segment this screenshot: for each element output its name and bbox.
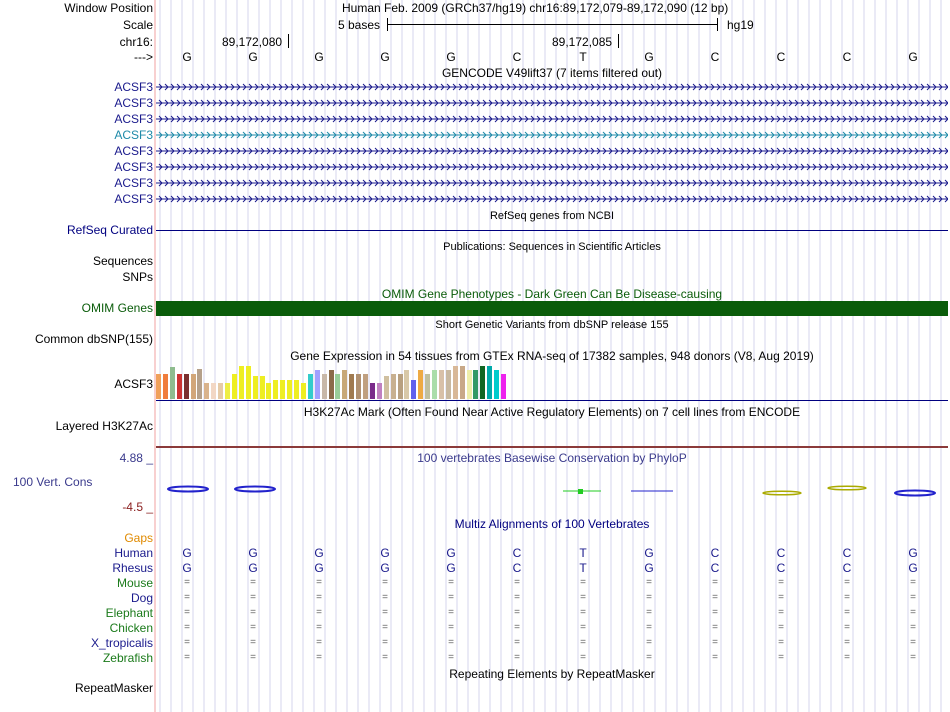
- gtex-tissue-bar[interactable]: [322, 374, 327, 399]
- aligned-match-marker: =: [250, 607, 256, 618]
- gtex-tissue-bar[interactable]: [425, 374, 430, 399]
- base-letter: G: [446, 50, 456, 64]
- aligned-match-marker: =: [514, 622, 520, 633]
- gencode-transcript-line[interactable]: [156, 192, 948, 206]
- base-letter: G: [248, 50, 258, 64]
- aligned-match-marker: =: [184, 592, 190, 603]
- multiz-species-label[interactable]: Rhesus: [112, 561, 153, 575]
- gtex-tissue-bar[interactable]: [197, 369, 202, 399]
- aligned-base: G: [908, 546, 918, 560]
- aligned-match-marker: =: [844, 637, 850, 648]
- aligned-match-marker: =: [580, 637, 586, 648]
- gtex-tissue-bar[interactable]: [163, 374, 168, 399]
- gencode-transcript-line[interactable]: [156, 96, 948, 110]
- aligned-match-marker: =: [646, 622, 652, 633]
- h3k27ac-track-title: H3K27Ac Mark (Often Found Near Active Regulatory Elements) on 7 cell lines from ENCODE: [303, 405, 801, 419]
- multiz-track-title: Multiz Alignments of 100 Vertebrates: [454, 517, 650, 531]
- gencode-transcript-line[interactable]: [156, 144, 948, 158]
- aligned-match-marker: =: [910, 607, 916, 618]
- publications-snps-label[interactable]: SNPs: [122, 270, 153, 284]
- aligned-match-marker: =: [646, 652, 652, 663]
- aligned-match-marker: =: [778, 592, 784, 603]
- gtex-tissue-bar[interactable]: [239, 366, 244, 399]
- aligned-match-marker: =: [382, 637, 388, 648]
- multiz-species-label[interactable]: Human: [114, 546, 153, 560]
- aligned-base: T: [579, 546, 587, 560]
- base-letter: G: [380, 50, 390, 64]
- aligned-match-marker: =: [250, 577, 256, 588]
- aligned-match-marker: =: [778, 652, 784, 663]
- gtex-tissue-bar[interactable]: [246, 366, 251, 399]
- aligned-match-marker: =: [844, 652, 850, 663]
- aligned-match-marker: =: [580, 607, 586, 618]
- window-position-value: Human Feb. 2009 (GRCh37/hg19) chr16:89,172,079-89,172,090 (12 bp): [342, 1, 729, 15]
- aligned-match-marker: =: [448, 592, 454, 603]
- gtex-tissue-bar[interactable]: [370, 383, 375, 399]
- gtex-label[interactable]: ACSF3: [114, 377, 153, 391]
- base-letter: G: [644, 50, 654, 64]
- gtex-tissue-bar[interactable]: [480, 366, 485, 399]
- aligned-match-marker: =: [514, 577, 520, 588]
- gtex-tissue-bar[interactable]: [404, 370, 409, 399]
- gtex-tissue-bar[interactable]: [253, 376, 258, 399]
- aligned-match-marker: =: [778, 577, 784, 588]
- base-letter: G: [908, 50, 918, 64]
- gtex-tissue-bar[interactable]: [432, 370, 437, 399]
- multiz-species-label[interactable]: Chicken: [109, 621, 153, 635]
- multiz-gaps-label[interactable]: Gaps: [124, 531, 153, 545]
- aligned-match-marker: =: [580, 652, 586, 663]
- gtex-tissue-bar[interactable]: [191, 374, 196, 399]
- aligned-base: C: [512, 546, 522, 560]
- aligned-match-marker: =: [382, 577, 388, 588]
- base-letter: T: [579, 50, 587, 64]
- gencode-transcript-label[interactable]: ACSF3: [114, 128, 153, 142]
- scale-bar-left-tick: [387, 18, 388, 31]
- aligned-match-marker: =: [382, 622, 388, 633]
- aligned-match-marker: =: [382, 607, 388, 618]
- gtex-tissue-bar[interactable]: [170, 367, 175, 399]
- gtex-track-title: Gene Expression in 54 tissues from GTEx RNA-seq of 17382 samples, 948 donors (V8, Aug 2019): [290, 349, 814, 363]
- gtex-tissue-bar[interactable]: [349, 374, 354, 399]
- gtex-tissue-bar[interactable]: [301, 383, 306, 399]
- aligned-match-marker: =: [448, 637, 454, 648]
- aligned-base: C: [710, 546, 720, 560]
- gtex-tissue-bar[interactable]: [446, 370, 451, 399]
- aligned-base: G: [248, 546, 258, 560]
- aligned-base: G: [248, 561, 258, 575]
- aligned-match-marker: =: [778, 607, 784, 618]
- multiz-species-label[interactable]: Elephant: [105, 606, 153, 620]
- aligned-match-marker: =: [910, 637, 916, 648]
- aligned-match-marker: =: [316, 577, 322, 588]
- gtex-tissue-bar[interactable]: [280, 380, 285, 399]
- gtex-tissue-bar[interactable]: [184, 374, 189, 399]
- aligned-match-marker: =: [580, 592, 586, 603]
- aligned-match-marker: =: [514, 652, 520, 663]
- aligned-match-marker: =: [646, 637, 652, 648]
- gtex-tissue-bar[interactable]: [411, 380, 416, 399]
- aligned-match-marker: =: [844, 592, 850, 603]
- aligned-match-marker: =: [712, 607, 718, 618]
- aligned-match-marker: =: [514, 607, 520, 618]
- gtex-tissue-bar[interactable]: [266, 383, 271, 399]
- refseq-track-title: RefSeq genes from NCBI: [489, 210, 615, 222]
- aligned-match-marker: =: [910, 592, 916, 603]
- aligned-match-marker: =: [712, 637, 718, 648]
- aligned-match-marker: =: [514, 637, 520, 648]
- gencode-transcript-line[interactable]: [156, 128, 948, 142]
- multiz-species-label[interactable]: Dog: [130, 591, 153, 605]
- aligned-match-marker: =: [580, 622, 586, 633]
- aligned-match-marker: =: [448, 607, 454, 618]
- gencode-transcript-label[interactable]: ACSF3: [114, 80, 153, 94]
- gencode-transcript-line[interactable]: [156, 112, 948, 126]
- scale-label: Scale: [122, 18, 153, 32]
- aligned-match-marker: =: [448, 652, 454, 663]
- scale-bar: [387, 24, 717, 25]
- scale-assembly: hg19: [727, 18, 754, 32]
- base-letter: C: [842, 50, 852, 64]
- aligned-base: G: [644, 546, 654, 560]
- multiz-species-label[interactable]: X_tropicalis: [90, 636, 153, 650]
- base-letter: G: [314, 50, 324, 64]
- aligned-match-marker: =: [448, 577, 454, 588]
- phylop-label[interactable]: 100 Vert. Cons: [13, 475, 93, 489]
- aligned-match-marker: =: [250, 637, 256, 648]
- gencode-transcript-label[interactable]: ACSF3: [114, 96, 153, 110]
- omim-track-title: OMIM Gene Phenotypes - Dark Green Can Be Disease-causing: [381, 287, 723, 301]
- aligned-match-marker: =: [712, 622, 718, 633]
- base-letter: G: [182, 50, 192, 64]
- dbsnp-label[interactable]: Common dbSNP(155): [34, 332, 153, 346]
- aligned-match-marker: =: [448, 622, 454, 633]
- aligned-match-marker: =: [382, 652, 388, 663]
- omim-gene-bar[interactable]: [156, 301, 948, 316]
- gtex-tissue-bar[interactable]: [384, 376, 389, 399]
- aligned-match-marker: =: [778, 637, 784, 648]
- aligned-match-marker: =: [514, 592, 520, 603]
- gencode-transcript-line[interactable]: [156, 80, 948, 94]
- refseq-label[interactable]: RefSeq Curated: [66, 223, 153, 237]
- aligned-match-marker: =: [844, 607, 850, 618]
- aligned-match-marker: =: [646, 577, 652, 588]
- aligned-base: G: [446, 561, 456, 575]
- aligned-match-marker: =: [910, 577, 916, 588]
- dbsnp-track-title: Short Genetic Variants from dbSNP release 155: [435, 319, 669, 331]
- h3k27ac-label[interactable]: Layered H3K27Ac: [55, 419, 153, 433]
- gtex-tissue-bar[interactable]: [287, 380, 292, 399]
- gtex-tissue-bar[interactable]: [294, 380, 299, 399]
- aligned-base: G: [908, 561, 918, 575]
- gtex-tissue-bar[interactable]: [460, 366, 465, 399]
- aligned-match-marker: =: [316, 622, 322, 633]
- aligned-match-marker: =: [316, 592, 322, 603]
- gtex-tissue-bar[interactable]: [329, 370, 334, 399]
- gtex-tissue-bar[interactable]: [473, 370, 478, 399]
- gtex-tissue-bar[interactable]: [342, 370, 347, 399]
- aligned-base: G: [182, 561, 192, 575]
- omim-label[interactable]: OMIM Genes: [81, 301, 153, 315]
- aligned-match-marker: =: [382, 592, 388, 603]
- aligned-match-marker: =: [316, 652, 322, 663]
- gtex-tissue-bar[interactable]: [335, 374, 340, 399]
- position-left-tick: [288, 34, 289, 48]
- gtex-tissue-bar[interactable]: [487, 366, 492, 399]
- multiz-species-label[interactable]: Mouse: [116, 576, 153, 590]
- scale-bar-right-tick: [717, 18, 718, 31]
- publications-track-title: Publications: Sequences in Scientific Articles: [443, 241, 661, 253]
- aligned-base: G: [644, 561, 654, 575]
- repeatmasker-label[interactable]: RepeatMasker: [74, 681, 153, 695]
- phylop-track-title: 100 vertebrates Basewise Conservation by PhyloP: [417, 451, 687, 465]
- aligned-match-marker: =: [844, 577, 850, 588]
- aligned-match-marker: =: [184, 652, 190, 663]
- gtex-tissue-bar[interactable]: [315, 370, 320, 399]
- refseq-gene-line[interactable]: [156, 230, 948, 231]
- multiz-species-label[interactable]: Zebrafish: [102, 651, 153, 665]
- gencode-transcript-label[interactable]: ACSF3: [114, 160, 153, 174]
- aligned-match-marker: =: [250, 622, 256, 633]
- aligned-base: G: [380, 561, 390, 575]
- aligned-match-marker: =: [646, 592, 652, 603]
- gtex-tissue-bar[interactable]: [467, 370, 472, 399]
- window-position-label: Window Position: [64, 1, 153, 15]
- aligned-match-marker: =: [778, 622, 784, 633]
- gencode-transcript-label[interactable]: ACSF3: [114, 144, 153, 158]
- gtex-bar-chart[interactable]: [156, 364, 556, 399]
- aligned-match-marker: =: [250, 592, 256, 603]
- aligned-match-marker: =: [910, 652, 916, 663]
- gtex-tissue-bar[interactable]: [308, 374, 313, 399]
- gtex-tissue-bar[interactable]: [211, 383, 216, 399]
- phylop-max-label: 4.88 _: [119, 451, 153, 465]
- aligned-base: G: [380, 546, 390, 560]
- gtex-tissue-bar[interactable]: [356, 374, 361, 399]
- aligned-match-marker: =: [712, 652, 718, 663]
- aligned-match-marker: =: [184, 577, 190, 588]
- position-left: 89,172,080: [222, 35, 283, 49]
- gencode-transcript-line[interactable]: [156, 176, 948, 190]
- gtex-tissue-bar[interactable]: [398, 374, 403, 399]
- scale-bases-text: 5 bases: [338, 18, 381, 32]
- gtex-tissue-bar[interactable]: [156, 374, 161, 399]
- aligned-match-marker: =: [910, 622, 916, 633]
- aligned-base: G: [314, 546, 324, 560]
- position-right: 89,172,085: [552, 35, 613, 49]
- aligned-match-marker: =: [844, 622, 850, 633]
- h3k27ac-signal-line[interactable]: [156, 446, 948, 448]
- gtex-tissue-bar[interactable]: [260, 376, 265, 399]
- aligned-base: G: [314, 561, 324, 575]
- publications-sequences-label[interactable]: Sequences: [92, 254, 153, 268]
- gtex-baseline: [156, 400, 948, 401]
- aligned-base: T: [579, 561, 587, 575]
- aligned-match-marker: =: [250, 652, 256, 663]
- position-right-tick: [618, 34, 619, 48]
- gencode-transcript-label[interactable]: ACSF3: [114, 192, 153, 206]
- aligned-base: C: [776, 561, 786, 575]
- gtex-tissue-bar[interactable]: [501, 374, 506, 399]
- gtex-tissue-bar[interactable]: [204, 383, 209, 399]
- gencode-transcript-label[interactable]: ACSF3: [114, 176, 153, 190]
- aligned-match-marker: =: [184, 637, 190, 648]
- gencode-transcript-line[interactable]: [156, 160, 948, 174]
- base-letter: C: [776, 50, 786, 64]
- aligned-base: C: [710, 561, 720, 575]
- gencode-transcript-label[interactable]: ACSF3: [114, 112, 153, 126]
- aligned-match-marker: =: [646, 607, 652, 618]
- gtex-tissue-bar[interactable]: [377, 383, 382, 399]
- aligned-match-marker: =: [580, 577, 586, 588]
- aligned-match-marker: =: [316, 637, 322, 648]
- phylop-min-label: -4.5 _: [122, 500, 153, 514]
- aligned-match-marker: =: [184, 622, 190, 633]
- repeatmasker-track-title: Repeating Elements by RepeatMasker: [449, 667, 655, 681]
- aligned-base: C: [842, 561, 852, 575]
- aligned-match-marker: =: [316, 607, 322, 618]
- aligned-base: G: [446, 546, 456, 560]
- strand-label: --->: [134, 50, 153, 64]
- aligned-base: G: [182, 546, 192, 560]
- aligned-base: C: [512, 561, 522, 575]
- aligned-match-marker: =: [712, 577, 718, 588]
- chrom-label: chr16:: [119, 35, 153, 49]
- gtex-tissue-bar[interactable]: [225, 383, 230, 399]
- gtex-tissue-bar[interactable]: [453, 366, 458, 399]
- aligned-match-marker: =: [712, 592, 718, 603]
- gtex-tissue-bar[interactable]: [273, 380, 278, 399]
- gencode-track-title: GENCODE V49lift37 (7 items filtered out): [441, 66, 663, 80]
- gtex-tissue-bar[interactable]: [439, 370, 444, 399]
- phylop-signal[interactable]: [156, 476, 948, 506]
- gtex-tissue-bar[interactable]: [418, 370, 423, 399]
- base-letter: C: [512, 50, 522, 64]
- gtex-tissue-bar[interactable]: [218, 383, 223, 399]
- gtex-tissue-bar[interactable]: [363, 374, 368, 399]
- gtex-tissue-bar[interactable]: [177, 374, 182, 399]
- base-letter: C: [710, 50, 720, 64]
- gtex-tissue-bar[interactable]: [391, 374, 396, 399]
- aligned-match-marker: =: [184, 607, 190, 618]
- aligned-base: C: [842, 546, 852, 560]
- gtex-tissue-bar[interactable]: [232, 374, 237, 399]
- aligned-base: C: [776, 546, 786, 560]
- gtex-tissue-bar[interactable]: [494, 370, 499, 399]
